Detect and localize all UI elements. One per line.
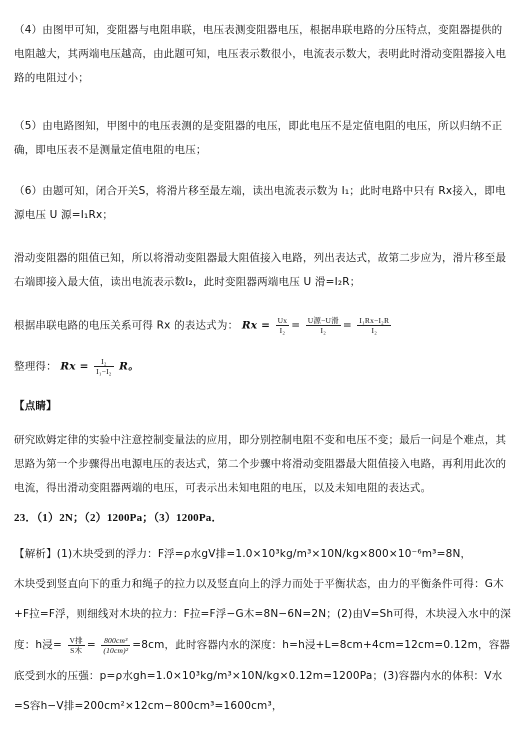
- fraction-numerator: U源−U滑: [307, 316, 339, 325]
- fraction-denominator: (10cm)²: [103, 645, 129, 655]
- text-line: +F拉=F浮，则细线对木块的拉力：F拉=F浮−G木=8N−6N=2N；(2)由V=Sh可得，木块浸入水中的深: [14, 608, 511, 620]
- answer-23: [14, 510, 514, 526]
- fraction-numerator: I₁Rx−I₂R: [359, 316, 390, 325]
- formula-lhs: Rx =: [60, 360, 89, 373]
- fraction: [306, 316, 341, 335]
- fraction-numerator: V排: [69, 635, 83, 645]
- text-line: （6）由题可知，闭合开关S，将滑片移至最左端，读出电流表示数为 I₁；此时电路中只有 Rx接入，即电: [14, 185, 506, 197]
- text-line: 右端即接入最大值，读出电流表示数I₂，此时变阻器两端电压 U 滑=I₂R；: [14, 276, 361, 288]
- text-line: 研究欧姆定律的实验中注意控制变量法的应用，即分别控制电阻不变和电压不变；最后一问是个难点，其: [14, 434, 507, 446]
- text-line: 源电压 U 源=I₁Rx；: [14, 209, 114, 221]
- text: 整理得：: [14, 360, 57, 373]
- text-line: 电流，得出滑动变阻器两端的电压，可表示出未知电阻的电压，以及未知电阻的表达式。: [14, 482, 432, 494]
- fraction: [276, 316, 290, 335]
- fraction-denominator: I₂: [371, 326, 378, 335]
- fraction-denominator: S木: [70, 645, 83, 655]
- fraction: [101, 636, 130, 655]
- fraction: [68, 636, 85, 655]
- text-line: 确，即电压表不是测量定值电阻的电压；: [14, 144, 207, 156]
- paragraph-6: [14, 183, 514, 223]
- text-line: 思路为第一个步骤得出电源电压的表达式，第二个步骤中将滑动变阻器最大阻值接入电路，再利用此次的: [14, 458, 507, 470]
- text-line: （4）由图甲可知，变阻器与电阻串联，电压表测变阻器电压，根据串联电路的分压特点，变阻器提供的: [14, 24, 503, 36]
- fraction-numerator: Ux: [277, 316, 288, 325]
- fraction-denominator: I₁−I₂: [96, 367, 112, 376]
- fraction: [94, 357, 113, 376]
- text: 度：h浸=: [14, 639, 62, 651]
- fraction-numerator: I₂: [94, 357, 113, 367]
- paragraph-8: 根据串联电路的电压关系可得 Rx 的表达式为： Rx = $\frac{Ux}{\text{I₂}}$ = $\frac{\text{U源−U滑}}{\text{I₂}}$ = $\frac{\text{I₁Rx−I₂R}}{\text{I₂}}$: [14, 316, 390, 335]
- text-line: 路的电阻过小；: [14, 72, 89, 84]
- analysis-section: 【解析】(1)木块受到的浮力：F浮=ρ水gV排=1.0×10³kg/m³×10N/kg×800×10⁻⁶m³=8N， 木块受到竖直向下的重力和绳子的拉力以及竖直向上的浮力而处于平衡状态，由力的平衡条件可得：G木 +F拉=F浮，则细线对木块的拉力：F拉=F浮−G木=8N−6N=2N；(2)由V=Sh可得，木块浸入水中的深 度：h浸= $\frac{\text{V排}}{\text{S木}}$ = $\frac{\text{800cm³}}{\text{(10cm)²}}$ =8cm，此时容器内水的深度：h=h浸+L=8cm+4cm=12cm=0.12m，容器 底受到水的压强：p=ρ水gh=1.0×10³kg/m³×10N/kg×0.12m=1200Pa；(3)容器内水的体积：V水 =S容h−V排=200cm²×12cm−800cm³=1600cm³，: [14, 546, 514, 714]
- text-line: 电阻越大，其两端电压越高，由此题可知，电压表示数很小，电流表示数大，表明此时滑动变阻器接入电: [14, 48, 507, 60]
- text: =8cm，此时容器内水的深度：h=h浸+L=8cm+4cm=12cm=0.12m，容器: [132, 639, 511, 651]
- text-line: 底受到水的压强：p=ρ水gh=1.0×10³kg/m³×10N/kg×0.12m=1200Pa；(3)容器内水的体积：V水: [14, 670, 503, 682]
- text-line: 木块受到竖直向下的重力和绳子的拉力以及竖直向上的浮力而处于平衡状态，由力的平衡条件可得：G木: [14, 578, 504, 590]
- text-line: （5）由电路图知，甲图中的电压表测的是变阻器的电压，即此电压不是定值电阻的电压，所以归纳不正: [14, 120, 503, 132]
- paragraph-4: [14, 22, 514, 86]
- formula-lhs: Rx =: [241, 319, 271, 332]
- heading-text: 【点睛】: [14, 400, 57, 412]
- text-line: 滑动变阻器的阻值已知，所以将滑动变阻器最大阻值接入电路，列出表达式，故第二步应为，滑片移至最: [14, 252, 507, 264]
- paragraph-7: [14, 250, 514, 290]
- fraction-denominator: I₂: [279, 326, 286, 335]
- text-line: =S容h−V排=200cm²×12cm−800cm³=1600cm³，: [14, 700, 283, 712]
- text: 根据串联电路的电压关系可得 Rx 的表达式为：: [14, 319, 239, 332]
- paragraph-5: [14, 118, 514, 158]
- fraction-numerator: 800cm³: [101, 636, 130, 646]
- formula-tail: R。: [119, 360, 139, 373]
- paragraph-10: [14, 432, 514, 496]
- paragraph-9: [14, 357, 514, 376]
- fraction: [357, 316, 391, 335]
- section-heading-dianjing: [14, 398, 514, 414]
- fraction-denominator: I₂: [320, 326, 327, 335]
- text-line: 【解析】(1)木块受到的浮力：F浮=ρ水gV排=1.0×10³kg/m³×10N/kg×800×10⁻⁶m³=8N，: [14, 548, 472, 560]
- answer-text: 23．（1）2N；（2）1200Pa；（3）1200Pa．: [14, 512, 223, 524]
